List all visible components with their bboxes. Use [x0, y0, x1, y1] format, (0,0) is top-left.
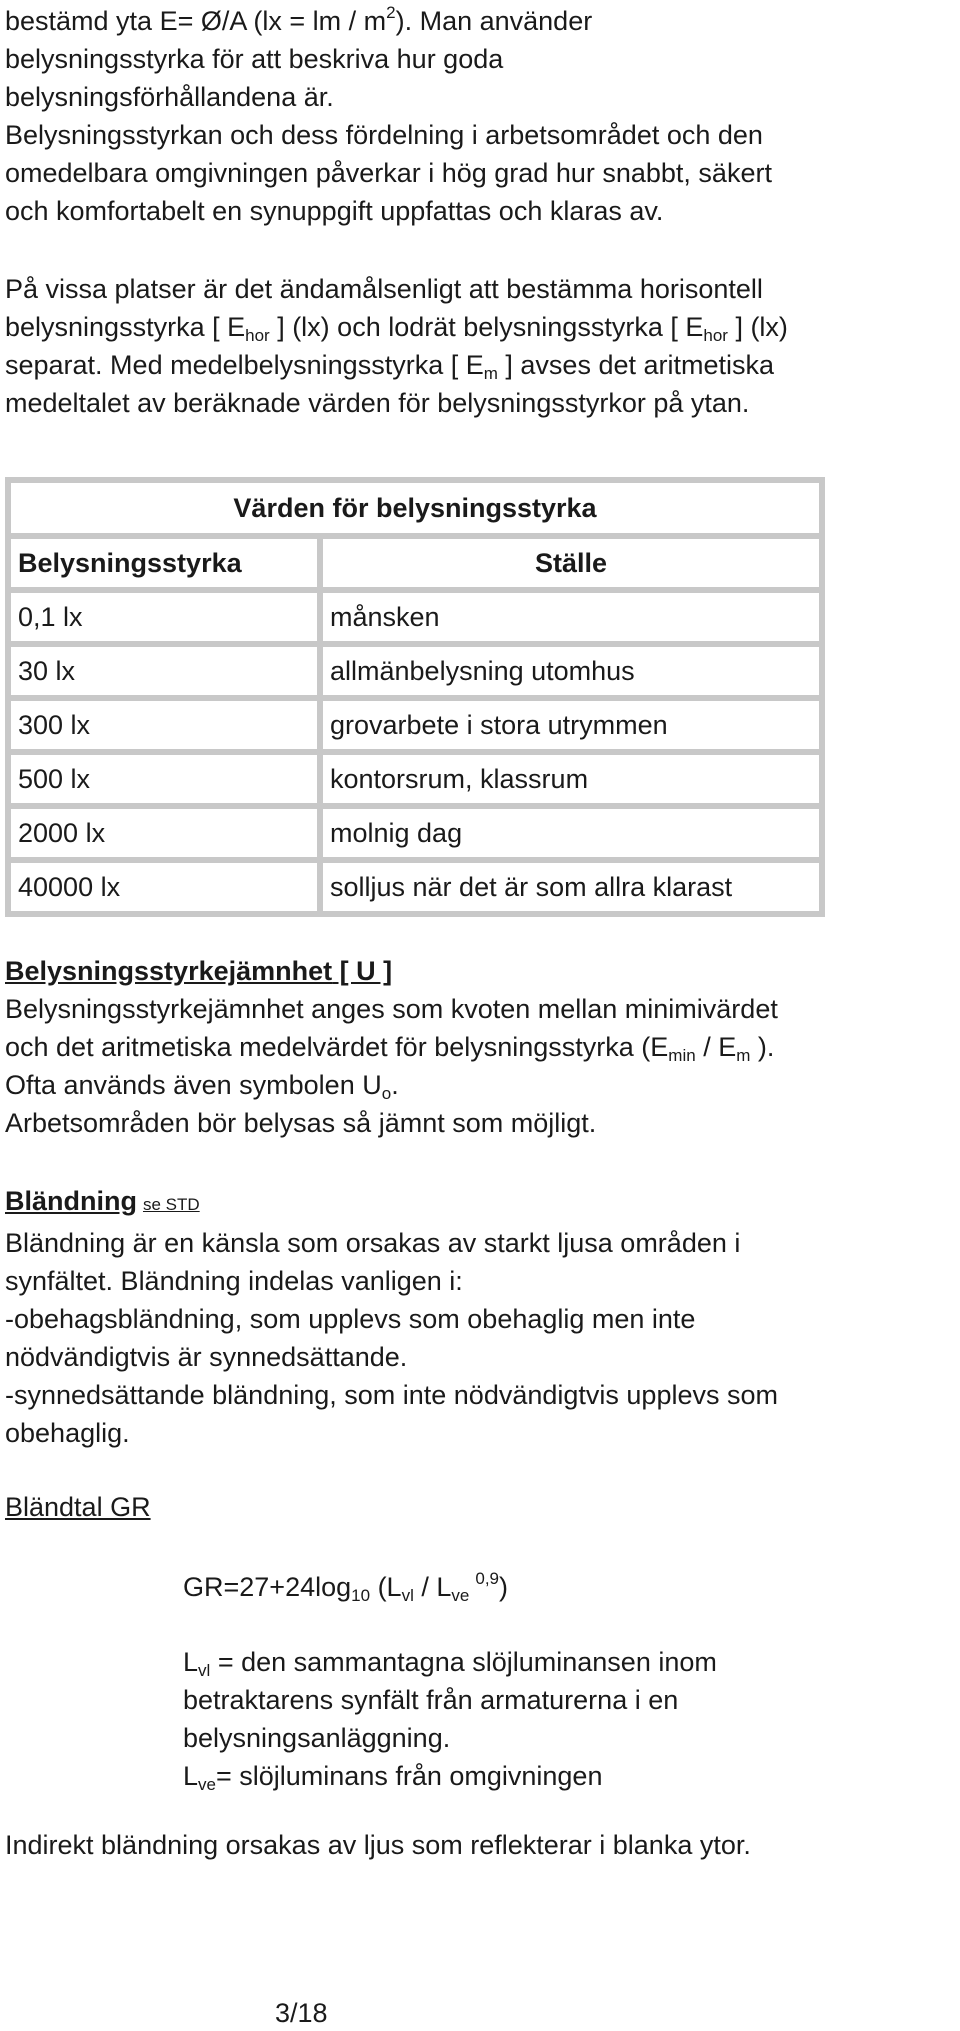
uniformity-line-2: [5, 1028, 950, 1066]
uniformity-line-1: Belysningsstyrkejämnhet anges som kvoten mellan minimivärdet: [5, 994, 778, 1024]
column-header-place: Ställe: [320, 536, 822, 590]
formula-part: ): [499, 1572, 508, 1602]
table-row: [8, 644, 822, 698]
def-part: L: [183, 1761, 199, 1791]
table-row: [8, 806, 822, 860]
log-base-sub: 10: [351, 1586, 371, 1605]
table-cell-value: 500 lx: [8, 752, 320, 806]
page-number: 3/18: [275, 1998, 328, 2028]
intro-line-2: belysningsstyrka för att beskriva hur goda: [5, 44, 504, 74]
intro-line-6: och komfortabelt en synuppgift uppfattas och klaras av.: [5, 196, 664, 226]
horizontal-line-1: På vissa platser är det ändamålsenligt att bestämma horisontell: [5, 274, 763, 304]
uniformity-line-4: Arbetsområden bör belysas så jämnt som möjligt.: [5, 1108, 597, 1138]
exponent-sup: 0,9: [475, 1569, 499, 1588]
table-title-row: [8, 480, 822, 536]
table-row: [8, 590, 822, 644]
glare-formula: [183, 1568, 508, 1606]
o-sub: o: [381, 1084, 392, 1103]
formula-part: GR=27+24log: [183, 1572, 352, 1602]
definition-line-1: [183, 1643, 717, 1681]
intro-line-3: belysningsförhållandena är.: [5, 82, 334, 112]
formula-part: / L: [413, 1572, 452, 1602]
uniformity-line-3-a: Ofta används även symbolen U: [5, 1070, 382, 1100]
table-header-row: [8, 536, 822, 590]
glare-definitions: [183, 1643, 717, 1795]
horizontal-line-2-c: ] (lx): [727, 312, 788, 342]
intro-line-1: [5, 2, 950, 40]
glare-line-1: Bländning är en känsla som orsakas av starkt ljusa områden i: [5, 1228, 741, 1258]
table-cell-place: allmänbelysning utomhus: [320, 644, 822, 698]
intro-line-1-end: ). Man använder: [395, 6, 593, 36]
uniformity-heading-text: Belysningsstyrkejämnhet: [5, 956, 333, 986]
table-cell-place: kontorsrum, klassrum: [320, 752, 822, 806]
definition-line-4: [183, 1757, 717, 1795]
table-row: [8, 698, 822, 752]
vl-sub: vl: [401, 1586, 414, 1605]
table-cell-value: 0,1 lx: [8, 590, 320, 644]
min-sub: min: [668, 1046, 696, 1065]
definition-line-3: belysningsanläggning.: [183, 1723, 451, 1753]
ve-sub: ve: [451, 1586, 470, 1605]
ve-sub: ve: [198, 1775, 216, 1794]
glare-line-6: obehaglig.: [5, 1418, 130, 1448]
table-row: [8, 752, 822, 806]
uniformity-line-2-c: ).: [750, 1032, 775, 1062]
horizontal-paragraph: [5, 270, 950, 422]
uniformity-line-2-b: / E: [695, 1032, 737, 1062]
hor-sub: hor: [245, 326, 270, 345]
intro-paragraph: [5, 2, 950, 230]
m-sub: m: [736, 1046, 751, 1065]
table-title: Värden för belysningsstyrka: [8, 480, 822, 536]
glare-line-3: -obehagsbländning, som upplevs som obehaglig men inte: [5, 1304, 696, 1334]
table-cell-place: grovarbete i stora utrymmen: [320, 698, 822, 752]
indirect-glare-paragraph: [5, 1826, 950, 1864]
uniformity-heading-suffix: [ U ]: [332, 956, 393, 986]
horizontal-line-3: [5, 346, 950, 384]
glare-index-heading: [5, 1488, 950, 1526]
see-std-link[interactable]: se STD: [142, 1195, 200, 1214]
table-cell-value: 30 lx: [8, 644, 320, 698]
squared-sup: 2: [386, 3, 396, 22]
table-cell-place: solljus när det är som allra klarast: [320, 860, 822, 914]
def-part: = slöjluminans från omgivningen: [216, 1761, 603, 1791]
table-row: [8, 860, 822, 914]
vl-sub: vl: [198, 1661, 211, 1680]
horizontal-line-2: [5, 308, 950, 346]
uniformity-section: [5, 952, 950, 1142]
def-part: L: [183, 1647, 199, 1677]
indirect-glare-text: Indirekt bländning orsakas av ljus som reflekterar i blanka ytor.: [5, 1830, 751, 1860]
table-cell-value: 40000 lx: [8, 860, 320, 914]
formula-part: (L: [370, 1572, 402, 1602]
m-sub: m: [483, 364, 498, 383]
glare-line-2: synfältet. Bländning indelas vanligen i:: [5, 1266, 463, 1296]
glare-line-4: nödvändigtvis är synnedsättande.: [5, 1342, 408, 1372]
uniformity-line-3: [5, 1066, 950, 1104]
hor-sub: hor: [703, 326, 728, 345]
uniformity-line-2-a: och det aritmetiska medelvärdet för belysningsstyrka (E: [5, 1032, 669, 1062]
column-header-illuminance: Belysningsstyrka: [8, 536, 320, 590]
table-cell-place: molnig dag: [320, 806, 822, 860]
definition-line-2: betraktarens synfält från armaturerna i en: [183, 1685, 679, 1715]
glare-index-heading-text: Bländtal GR: [5, 1492, 151, 1522]
glare-section: [5, 1182, 950, 1452]
intro-line-4: Belysningsstyrkan och dess fördelning i arbetsområdet och den: [5, 120, 763, 150]
table-cell-place: månsken: [320, 590, 822, 644]
table-cell-value: 2000 lx: [8, 806, 320, 860]
horizontal-line-3-a: separat. Med medelbelysningsstyrka [ E: [5, 350, 484, 380]
horizontal-line-4: medeltalet av beräknade värden för belysningsstyrkor på ytan.: [5, 388, 750, 418]
intro-line-1-text: bestämd yta E= Ø/A (lx = lm / m: [5, 6, 387, 36]
glare-heading: [5, 1182, 950, 1224]
uniformity-heading: [5, 952, 950, 990]
def-part: = den sammantagna slöjluminansen inom: [210, 1647, 717, 1677]
horizontal-line-2-b: ] (lx) och lodrät belysningsstyrka [ E: [269, 312, 704, 342]
table-cell-value: 300 lx: [8, 698, 320, 752]
intro-line-5: omedelbara omgivningen påverkar i hög grad hur snabbt, säkert: [5, 158, 772, 188]
illuminance-table: [5, 477, 825, 917]
glare-heading-text: Bländning: [5, 1186, 137, 1216]
glare-line-5: -synnedsättande bländning, som inte nödvändigtvis upplevs som: [5, 1380, 778, 1410]
horizontal-line-2-a: belysningsstyrka [ E: [5, 312, 246, 342]
horizontal-line-3-b: ] avses det aritmetiska: [497, 350, 775, 380]
uniformity-line-3-b: .: [391, 1070, 399, 1100]
